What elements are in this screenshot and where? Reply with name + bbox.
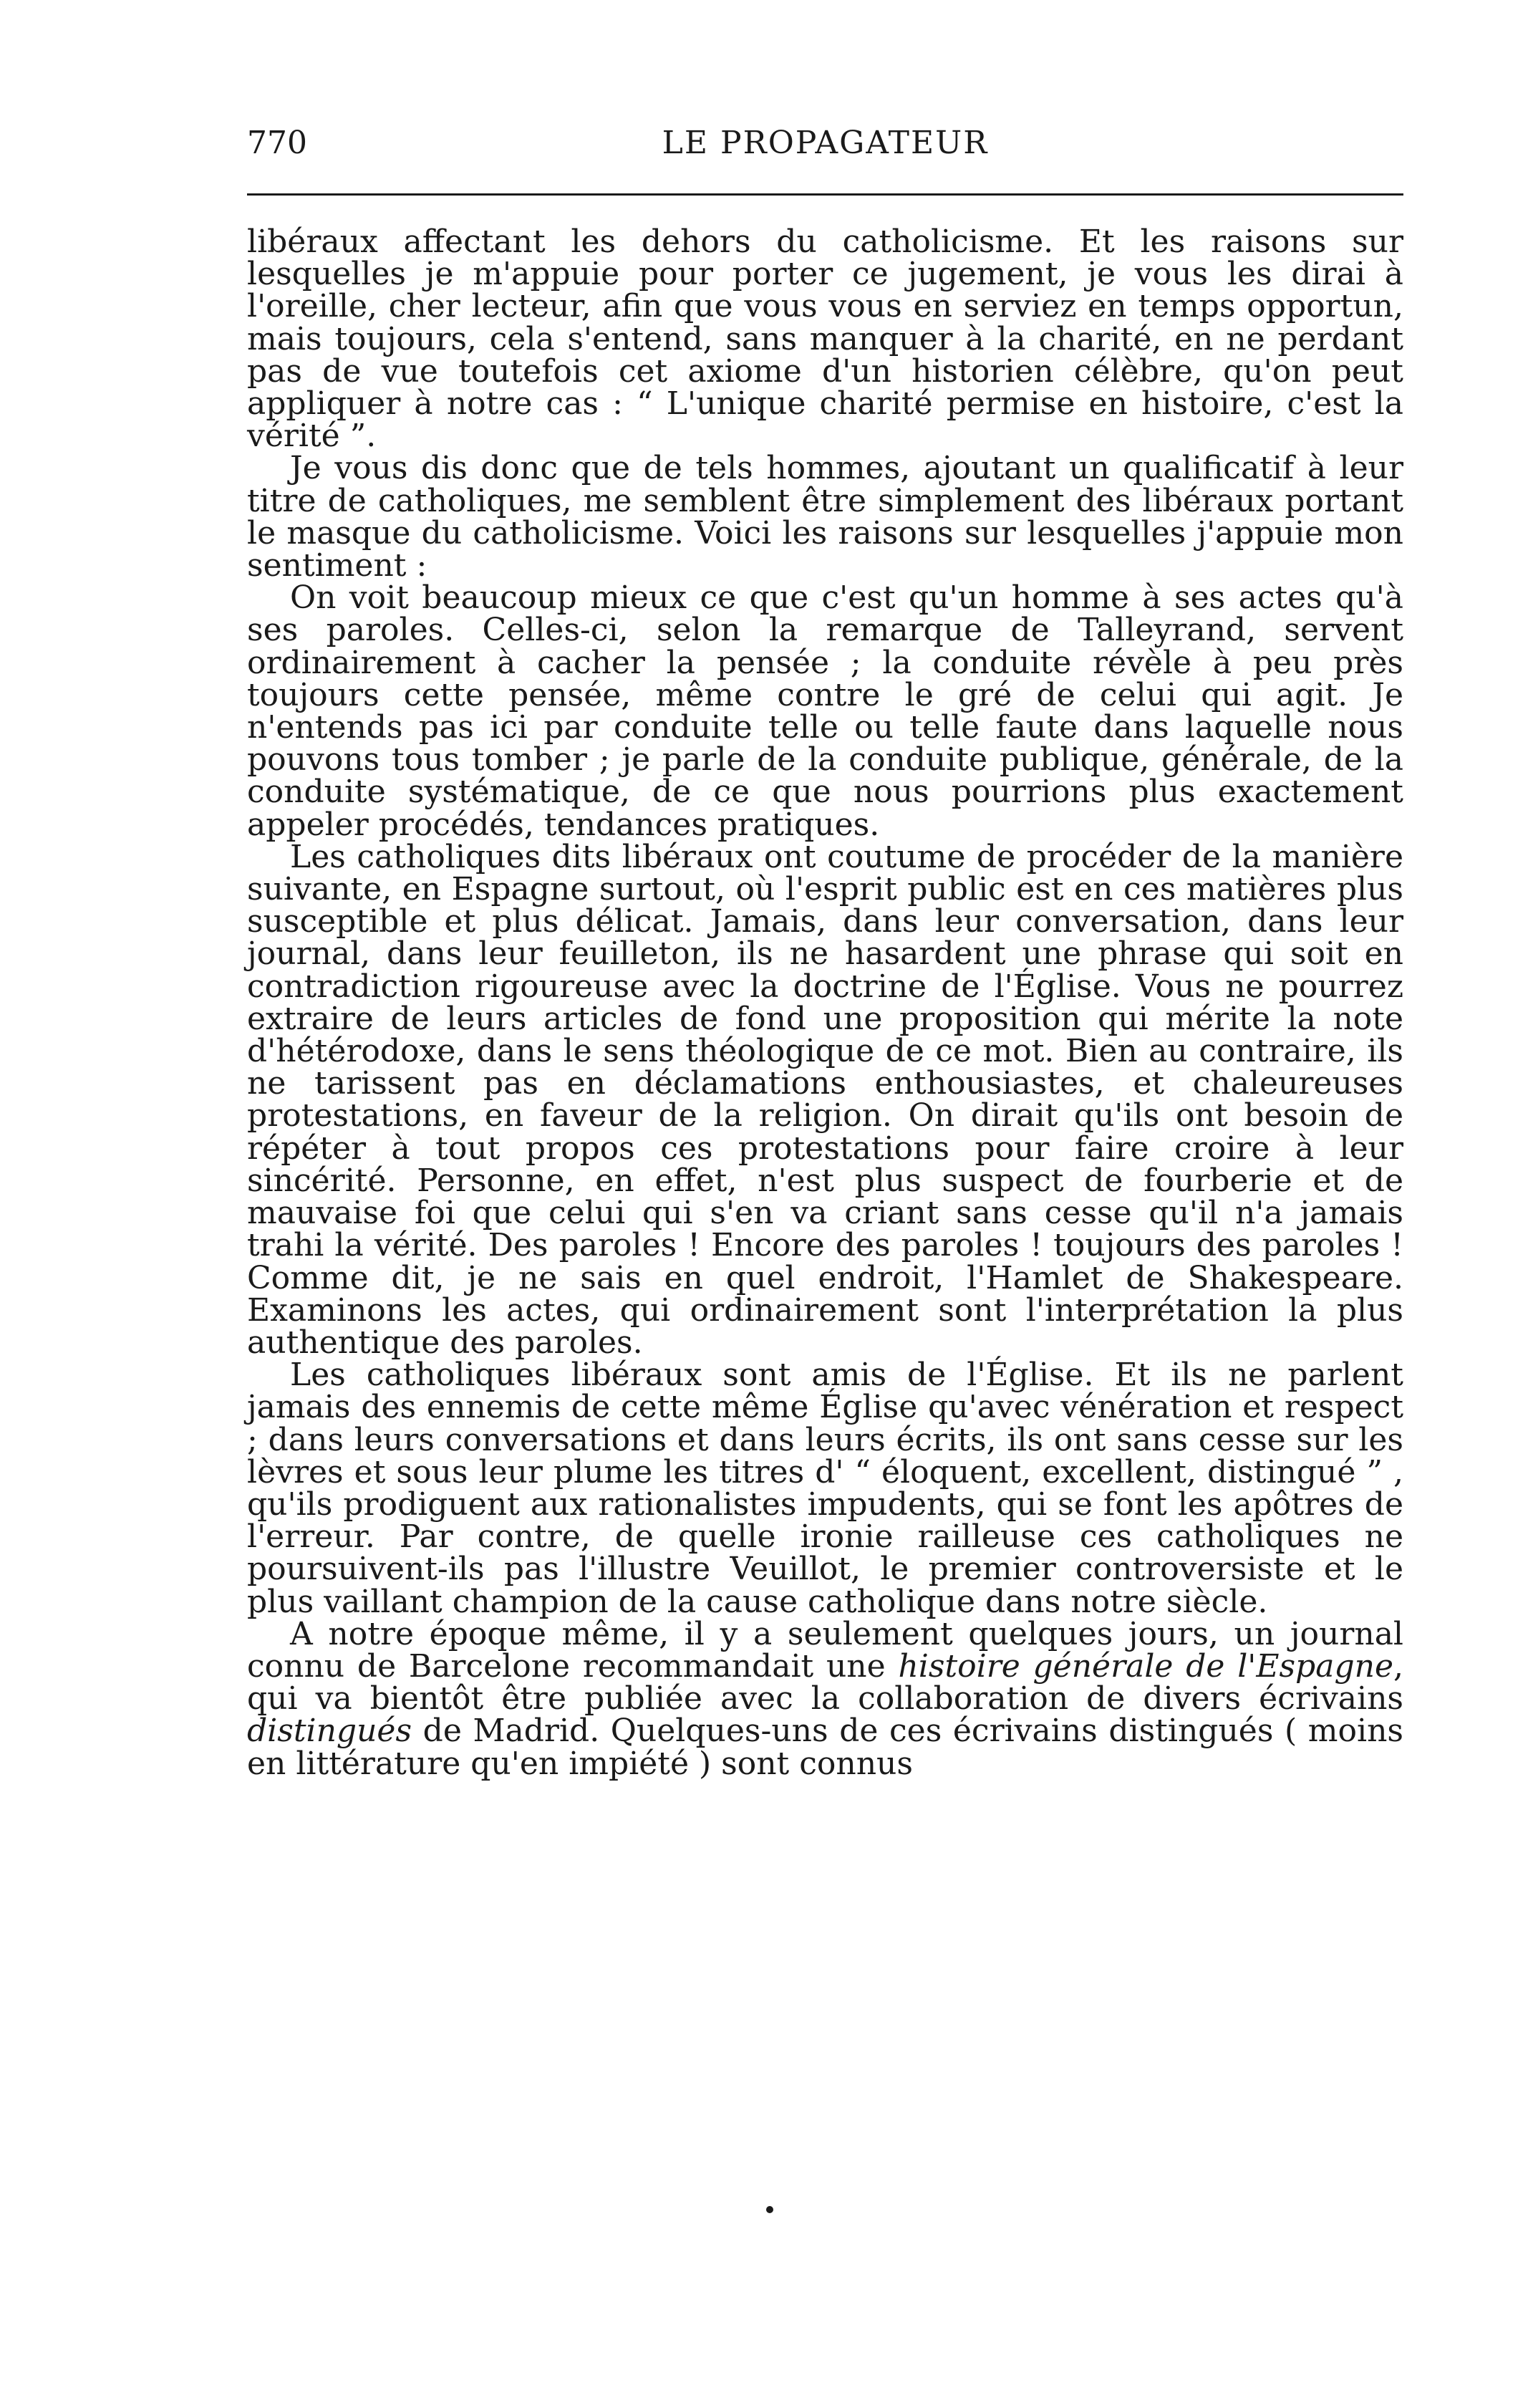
paragraph-5: Les catholiques libéraux sont amis de l'Église. Et ils ne parlent jamais des ennemis de cette même Église qu'avec vénération et respect ; dans leurs conversations et dans leurs écrits, ils ont sans cesse sur les lèvres et sous leur plume les titres d' “ éloquent, excellent, distingué ” , qu'ils prodiguent aux rationalistes impudents, qui se font les apôtres de l'erreur. Par contre, de quelle ironie railleuse ces catholiques ne poursuivent-ils pas l'illustre Veuillot, le premier controversiste et le plus vaillant champion de la cause catholique dans notre siècle. bbox=[247, 1357, 1403, 1620]
page-header bbox=[247, 107, 1403, 161]
paragraph-6-text-before: A notre époque même, il y a seulement quelques jours, un journal connu de Barcelone recommandait une bbox=[247, 1615, 1403, 1685]
italic-distingues: distingués bbox=[247, 1713, 412, 1750]
page-speck bbox=[766, 2206, 773, 2213]
paragraph-1: libéraux affectant les dehors du catholicisme. Et les raisons sur lesquelles je m'appuie pour porter ce jugement, je vous les dirai à l'oreille, cher lecteur, afin que vous vous en serviez en temps opportun, mais toujours, cela s'entend, sans manquer à la charité, en ne perdant pas de vue toutefois cet axiome d'un historien célèbre, qu'on peut appliquer à notre cas : “ L'unique charité permise en histoire, c'est la vérité ”. bbox=[247, 223, 1403, 455]
paragraph-6-text-after: de Madrid. Quelques-uns de ces écrivains distingués ( moins en littérature qu'en impiété ) sont connus bbox=[247, 1713, 1403, 1782]
header-rule bbox=[247, 193, 1403, 196]
italic-book-title: histoire générale de l'Espagne bbox=[898, 1647, 1393, 1685]
paragraph-2: Je vous dis donc que de tels hommes, ajoutant un qualificatif à leur titre de catholiques, me semblent être simplement des libéraux portant le masque du catholicisme. Voici les raisons sur lesquelles j'appuie mon sentiment : bbox=[247, 450, 1403, 584]
paragraph-6 bbox=[247, 1615, 1403, 1782]
paragraph-6-text-middle: , qui va bientôt être publiée avec la collaboration de divers écrivains bbox=[247, 1647, 1403, 1718]
paragraph-3: On voit beaucoup mieux ce que c'est qu'un homme à ses actes qu'à ses paroles. Celles-ci, selon la remarque de Talleyrand, servent ordinairement à cacher la pensée ; la conduite révèle à peu près toujours cette pensée, même contre le gré de celui qui agit. Je n'entends pas ici par conduite telle ou telle faute dans laquelle nous pouvons tous tomber ; je parle de la conduite publique, générale, de la conduite systématique, de ce que nous pourrions plus exactement appeler procédés, tendances pratiques. bbox=[247, 579, 1403, 843]
book-page bbox=[247, 107, 1403, 1782]
page-number: 770 bbox=[247, 125, 307, 161]
body-text bbox=[247, 223, 1403, 1782]
running-title: LE PROPAGATEUR bbox=[662, 125, 989, 161]
paragraph-4: Les catholiques dits libéraux ont coutume de procéder de la manière suivante, en Espagne surtout, où l'esprit public est en ces matières plus susceptible et plus délicat. Jamais, dans leur conversation, dans leur journal, dans leur feuilleton, ils ne hasardent une phrase qui soit en contradiction rigoureuse avec la doctrine de l'Église. Vous ne pourrez extraire de leurs articles de fond une proposition qui mérite la note d'hétérodoxe, dans le sens théologique de ce mot. Bien au contraire, ils ne tarissent pas en déclamations enthousiastes, et chaleureuses protestations, en faveur de la religion. On dirait qu'ils ont besoin de répéter à tout propos ces protestations pour faire croire à leur sincérité. Personne, en effet, n'est plus suspect de fourberie et de mauvaise foi que celui qui s'en va criant sans cesse qu'il n'a jamais trahi la vérité. Des paroles ! Encore des paroles ! toujours des paroles ! Comme dit, je ne sais en quel endroit, l'Hamlet de Shakespeare. Examinons les actes, qui ordinairement sont l'interprétation la plus authentique des paroles. bbox=[247, 838, 1403, 1361]
